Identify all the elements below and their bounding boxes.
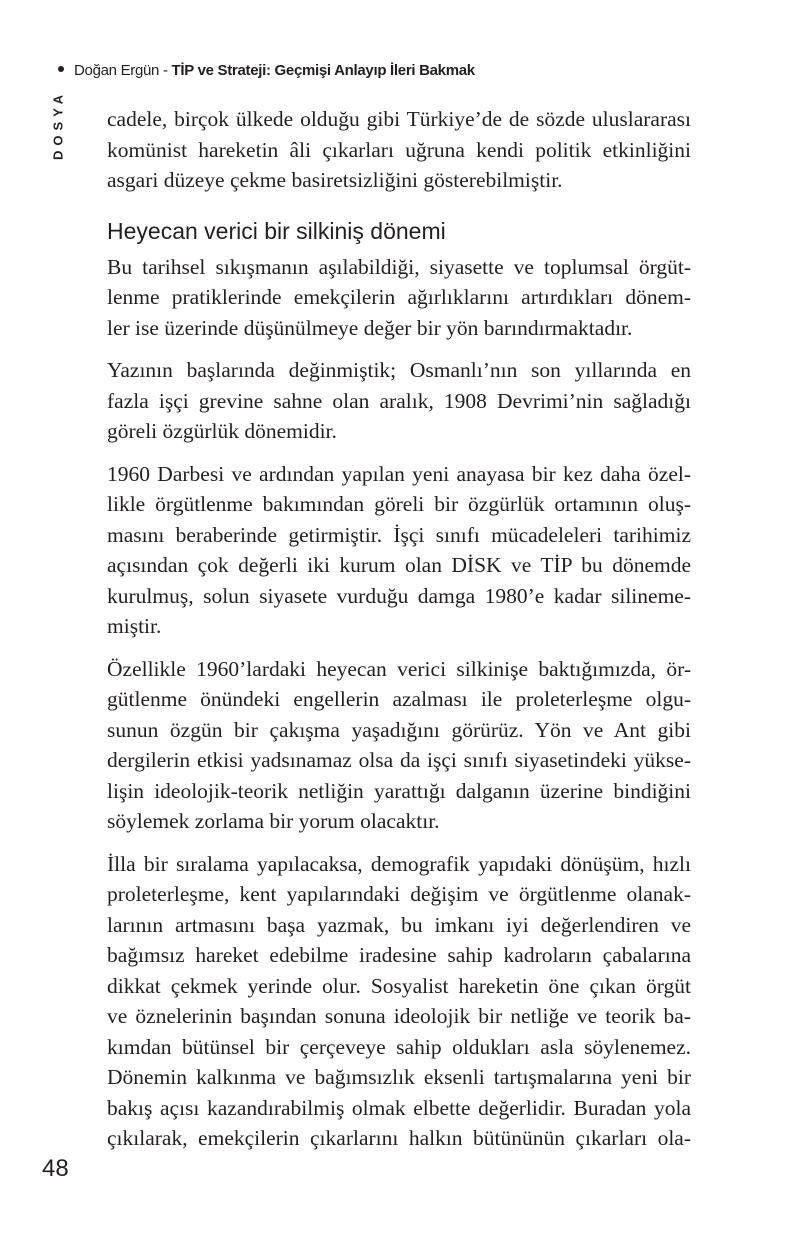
text-line: proleterleşme, kent yapılarındaki değişim ve örgütlenme olanak- [107, 882, 691, 906]
text-line: larının artmasını başa yazmak, bu imkanı iyi değerlendiren ve [107, 912, 691, 937]
paragraph [107, 355, 691, 447]
paragraph [107, 252, 691, 344]
page-number: 48 [42, 1155, 69, 1182]
text-line: sunun özgün bir çakışma yaşadığını görürüz. Yön ve Ant gibi [107, 717, 691, 742]
text-line: asgari düzeye çekme basiretsizliğini gösterebilmiştir. [107, 168, 563, 192]
bullet-icon [58, 66, 64, 72]
text-line: ler ise üzerinde düşünülmeye değer bir yön barındırmaktadır. [107, 315, 633, 340]
section-side-label: DOSYA [50, 89, 66, 161]
paragraph [107, 459, 691, 642]
text-line: kurulmuş, solun siyasete vurduğu damga 1980’e kadar silineme- [107, 583, 691, 608]
text-line: cadele, birçok ülkede olduğu gibi Türkiye’de de sözde uluslararası [107, 107, 691, 131]
paragraph [107, 849, 691, 1154]
page-body [107, 104, 691, 1166]
paragraph [107, 104, 691, 196]
header-author: Doğan Ergün - [74, 62, 172, 79]
text-line: masını beraberinde getirmiştir. İşçi sınıfı mücadeleleri tarihimiz [107, 522, 691, 547]
text-line: likle örgütlenme bakımından göreli bir özgürlük ortamının oluş- [107, 492, 691, 516]
text-line: göreli özgürlük dönemidir. [107, 419, 337, 443]
text-line: fazla işçi grevine sahne olan aralık, 1908 Devrimi’nin sağladığı [107, 388, 691, 413]
text-line: söylemek zorlama bir yorum olacaktır. [107, 809, 440, 833]
text-line: 1960 Darbesi ve ardından yapılan yeni anayasa bir kez daha özel- [107, 461, 691, 486]
header-title: TİP ve Strateji: Geçmişi Anlayıp İleri Bakmak [171, 62, 475, 79]
text-line: İlla bir sıralama yapılacaksa, demografik yapıdaki dönüşüm, hızlı [107, 851, 691, 876]
text-line: bakış açısı kazandırabilmiş olmak elbette değerlidir. Buradan yola [107, 1095, 691, 1120]
text-line: miştir. [107, 614, 162, 638]
text-line: ve öznelerinin başından sonuna ideolojik bir netliğe ve teorik ba- [107, 1004, 691, 1028]
section-heading: Heyecan verici bir silkiniş dönemi [107, 217, 446, 244]
text-line: Bu tarihsel sıkışmanın aşılabildiği, siyasette ve toplumsal örgüt- [107, 254, 691, 279]
text-line: gütlenme önündeki engellerin azalması ile proleterleşme olgu- [107, 687, 691, 711]
text-line: Yazının başlarında değinmiştik; Osmanlı’nın son yıllarında en [107, 358, 691, 382]
text-line: Özellikle 1960’lardaki heyecan verici silkinişe baktığımızda, ör- [107, 656, 691, 681]
text-line: lişin ideolojik-teorik netliğin yarattığı dalganın üzerine bindiğini [107, 778, 691, 803]
text-line: komünist hareketin âli çıkarları uğruna kendi politik etkinliğini [107, 137, 691, 162]
text-line: açısından çok değerli iki kurum olan DİSK ve TİP bu dönemde [107, 553, 691, 577]
text-line: kımdan bütünsel bir çerçeveye sahip oldukları asla söylenemez. [107, 1034, 691, 1059]
paragraph [107, 654, 691, 837]
text-line: çıkılarak, emekçilerin çıkarlarını halkın bütününün çıkarları ola- [107, 1126, 691, 1150]
text-line: dergilerin etkisi yadsınamaz olsa da işçi sınıfı siyasetindeki yükse- [107, 748, 691, 772]
text-line: dikkat çekmek yerinde olur. Sosyalist hareketin öne çıkan örgüt [107, 973, 691, 998]
text-line: Dönemin kalkınma ve bağımsızlık eksenli tartışmalarına yeni bir [107, 1065, 691, 1089]
text-line: bağımsız hareket edebilme iradesine sahip kadroların çabalarına [107, 943, 691, 967]
text-line: lenme pratiklerinde emekçilerin ağırlıklarını artırdıkları dönem- [107, 285, 691, 309]
running-header [58, 62, 475, 79]
